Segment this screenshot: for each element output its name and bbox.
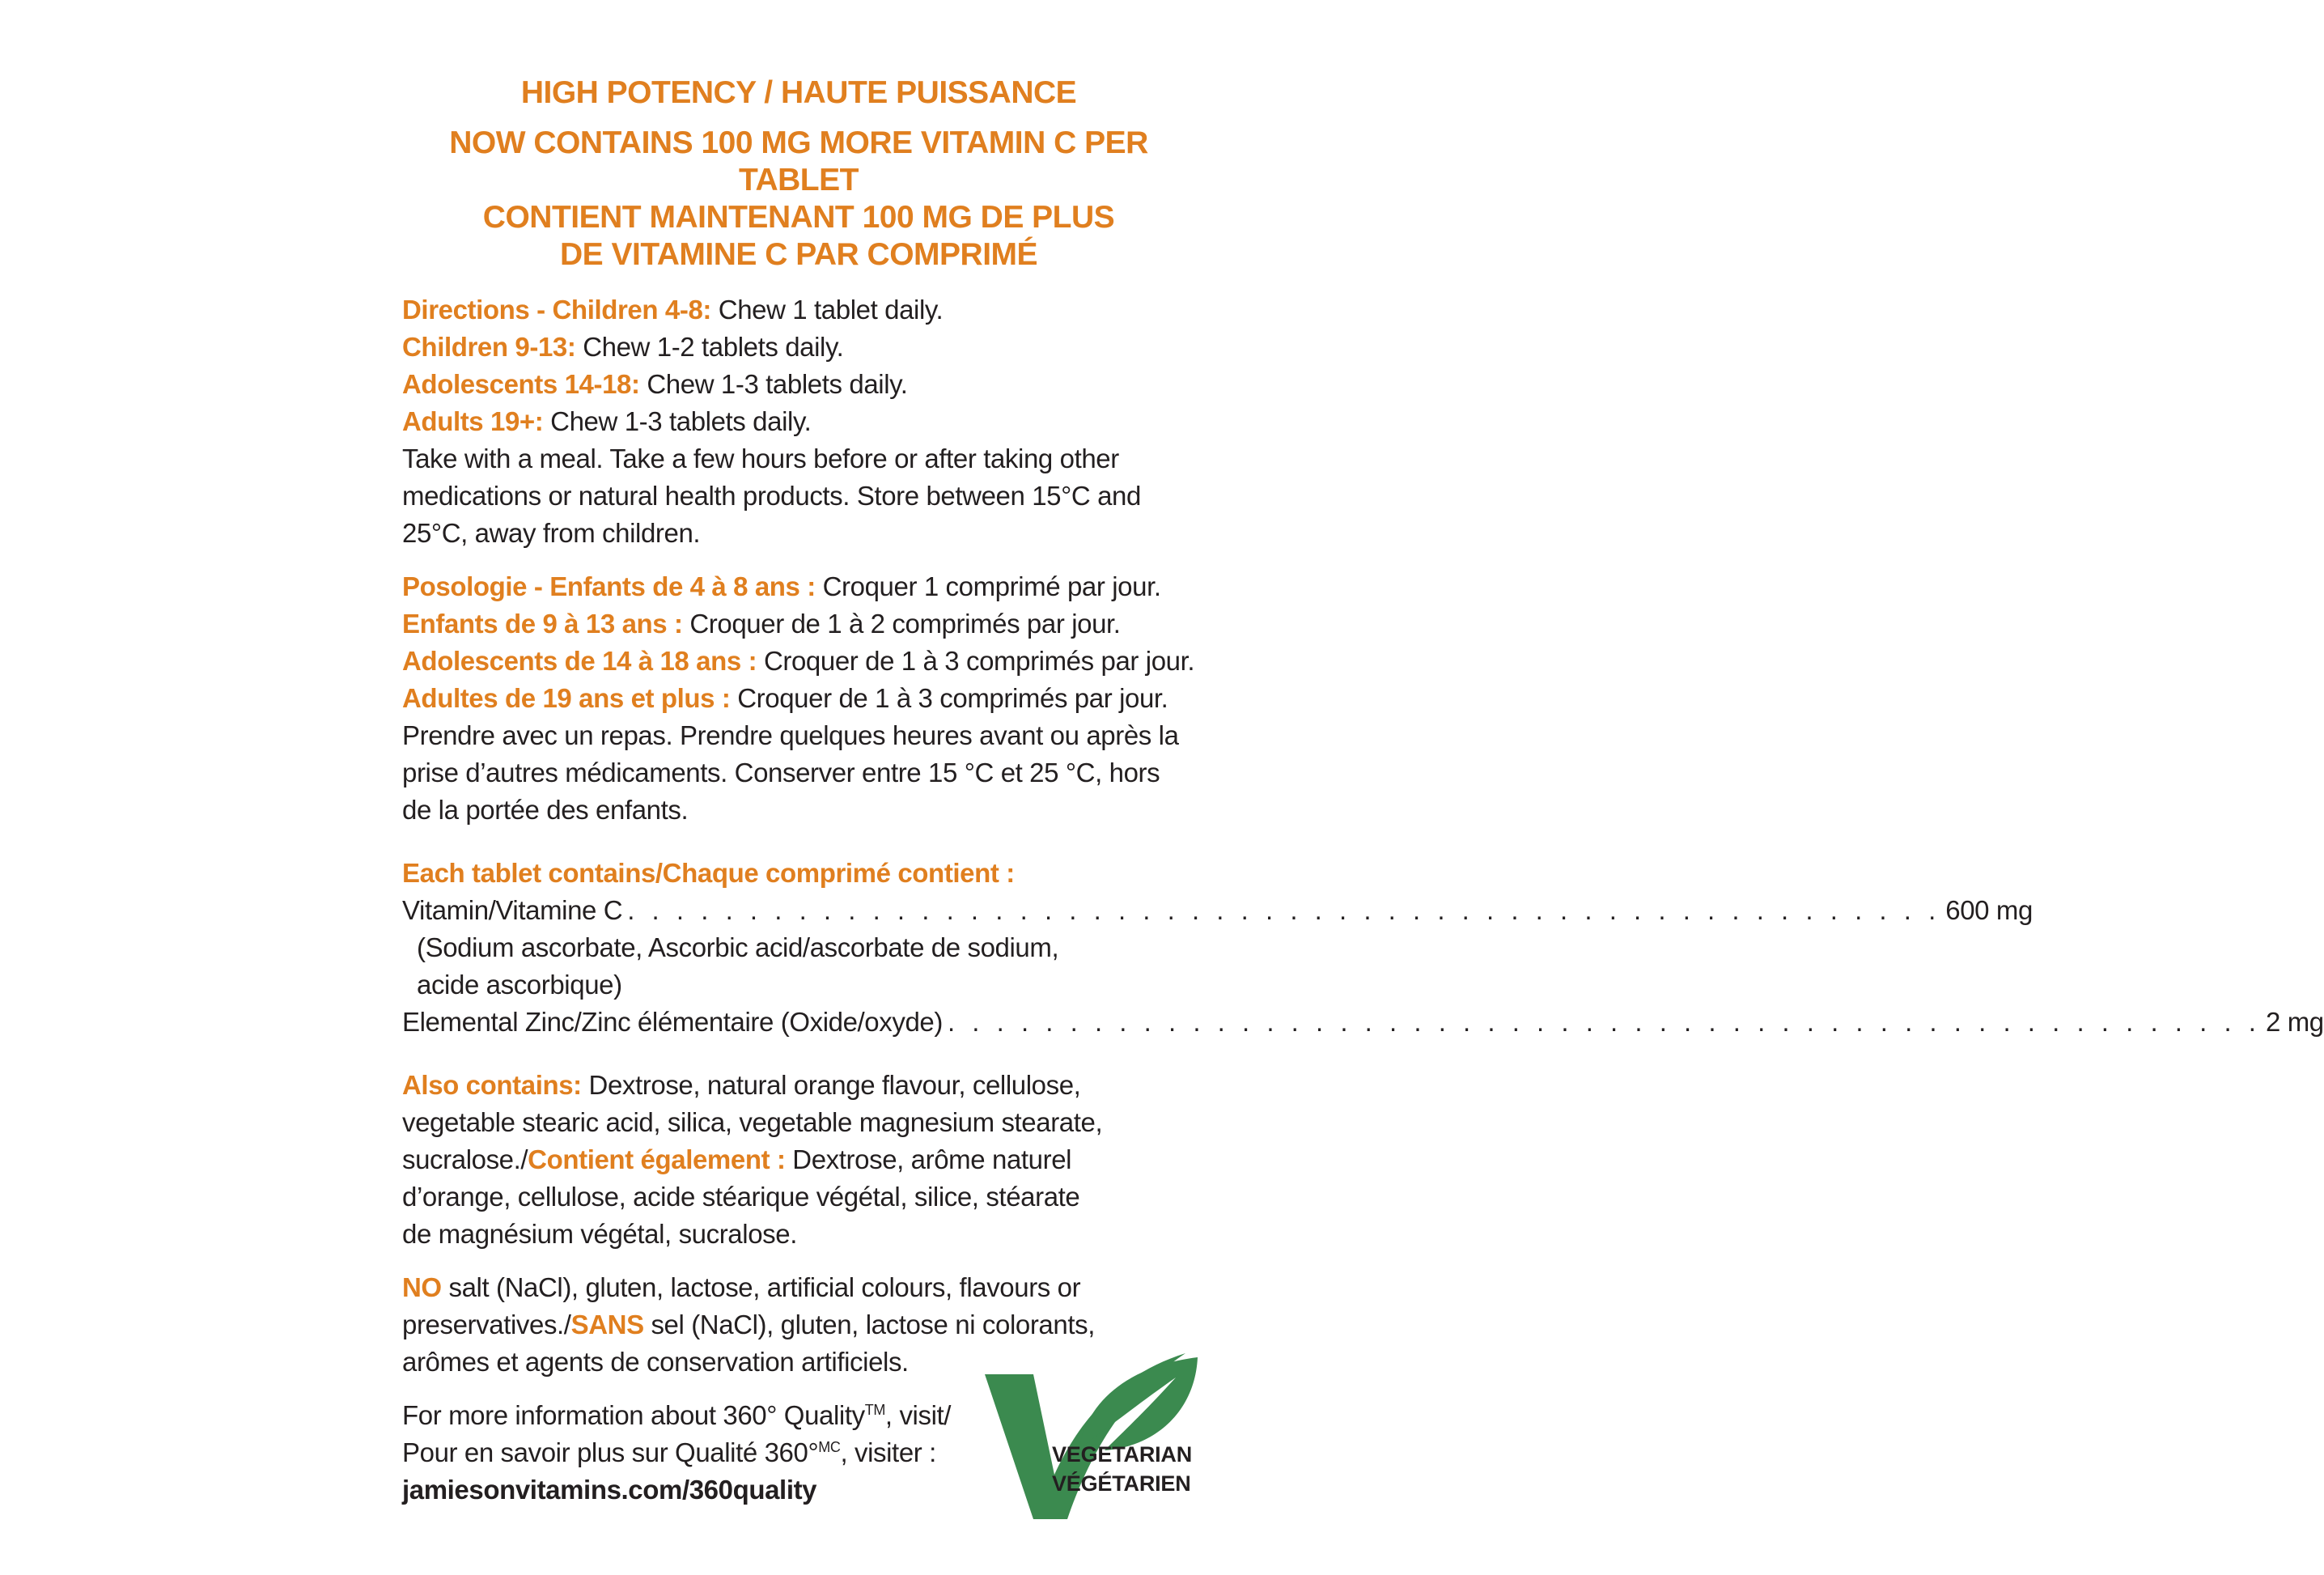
headline-more-vitamin-en: NOW CONTAINS 100 MG MORE VITAMIN C PER TABLET [449, 125, 1148, 197]
headline-potency: HIGH POTENCY / HAUTE PUISSANCE [520, 75, 1077, 110]
direction-item: Children 9-13: Chew 1-2 tablets daily. [402, 332, 844, 362]
ingredients-section [402, 855, 2324, 1041]
direction-note-line: prise d’autres médicaments. Conserver entre 15 °C et 25 °C, hors [402, 758, 1160, 788]
direction-item: Adolescents de 14 à 18 ans : Croquer de 1 à 3 comprimés par jour. [402, 646, 1195, 676]
ingredient-zinc [402, 1004, 2324, 1041]
sans-label: SANS [570, 1310, 644, 1339]
directions-fr [402, 568, 1195, 829]
dot-leader: . . . . . . . . . . . . . . . . . . . . . . . . . . . . . . . . . . . . . . . . . . . . . . . . . . . . . . [627, 895, 1941, 925]
direction-note-line: medications or natural health products. Store between 15°C and [402, 481, 1141, 511]
direction-item: Adultes de 19 ans et plus : Croquer de 1 à 3 comprimés par jour. [402, 683, 1168, 713]
direction-note-line: Take with a meal. Take a few hours before or after taking other [402, 444, 1119, 473]
label-panel [402, 74, 2324, 1509]
ingredient-amount: 2 mg [2265, 1007, 2324, 1037]
ingredient-name: Vitamin/Vitamine C [402, 895, 623, 925]
direction-item: Directions - Children 4-8: Chew 1 tablet daily. [402, 295, 944, 325]
direction-note-line: Prendre avec un repas. Prendre quelques heures avant ou après la [402, 720, 1179, 750]
vegetarian-text: VEGETARIAN [1052, 1442, 1193, 1467]
direction-item: Adolescents 14-18: Chew 1-3 tablets daily. [402, 369, 908, 399]
ingredient-vitamin-c [402, 892, 2033, 929]
direction-item: Adults 19+: Chew 1-3 tablets daily. [402, 406, 812, 436]
free-from-section: NO salt (NaCl), gluten, lactose, artificial colours, flavours or preservatives./SANS sel (NaCl), gluten, lactose ni colorants, arômes et agents de conservation artificiels. [402, 1272, 1095, 1377]
no-label: NO [402, 1272, 442, 1302]
directions-en [402, 291, 1195, 552]
contient-egalement-label: Contient également : [528, 1144, 786, 1174]
vegetarien-text: VÉGÉTARIEN [1052, 1471, 1191, 1496]
ingredient-name: Elemental Zinc/Zinc élémentaire (Oxide/oxyde) [402, 1007, 943, 1037]
ingredient-source-line: acide ascorbique) [417, 970, 622, 1000]
direction-note-line: 25°C, away from children. [402, 518, 701, 548]
more-info-section: For more information about 360° Quality™, visit/ Pour en savoir plus sur Qualité 360°$^{MC}$, visiter : jamiesonvitamins.com/360quality [402, 1397, 1195, 1509]
also-contains-label: Also contains: [402, 1070, 582, 1100]
dot-leader: . . . . . . . . . . . . . . . . . . . . . . . . . . . . . . . . . . . . . . . . . . . . . . . . . . . . . . [947, 1007, 2261, 1037]
direction-item: Posologie - Enfants de 4 à 8 ans : Croquer 1 comprimé par jour. [402, 571, 1161, 601]
website-link[interactable]: jamiesonvitamins.com/360quality [402, 1475, 817, 1505]
headline [402, 74, 1195, 274]
ingredient-amount: 600 mg [1945, 895, 2033, 925]
headline-more-vitamin-fr-2: DE VITAMINE C PAR COMPRIMÉ [559, 237, 1038, 272]
ingredient-source-line: (Sodium ascorbate, Ascorbic acid/ascorbate de sodium, [417, 932, 1059, 962]
direction-item: Enfants de 9 à 13 ans : Croquer de 1 à 2 comprimés par jour. [402, 609, 1121, 639]
ingredients-heading: Each tablet contains/Chaque comprimé contient : [402, 858, 1015, 888]
direction-note-line: de la portée des enfants. [402, 795, 689, 825]
headline-more-vitamin-fr-1: CONTIENT MAINTENANT 100 MG DE PLUS [482, 200, 1115, 235]
also-contains-section: Also contains: Dextrose, natural orange flavour, cellulose, vegetable stearic acid, silica, vegetable magnesium stearate, sucralose./Contient également : Dextrose, arôme naturel d’orange, cellulose, acide stéarique végétal, silice, stéarate de magnésium végétal, sucralose. [402, 1070, 1103, 1249]
